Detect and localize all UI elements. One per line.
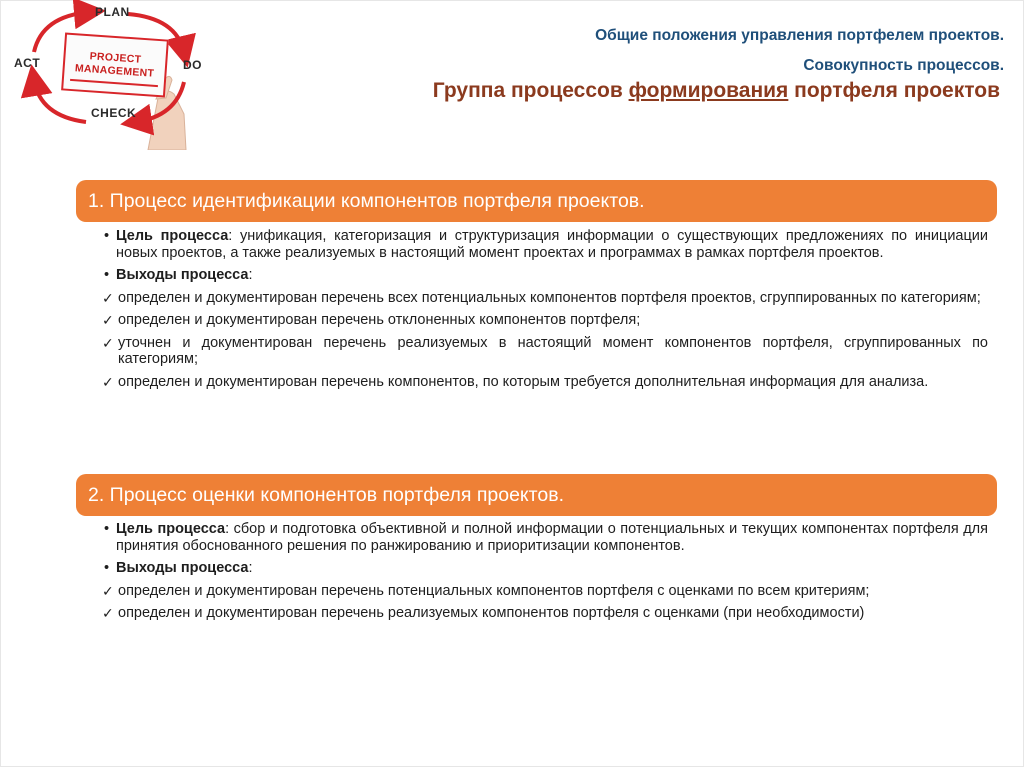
list-item — [104, 335, 988, 368]
slide-title-pre: Группа процессов — [432, 79, 629, 102]
checkmark-icon: ✓ — [102, 312, 114, 328]
list-item-text: определен и документирован перечень компонентов, по которым требуется дополнительная информация для анализа. — [118, 373, 929, 390]
logo-do-label: DO — [183, 58, 202, 72]
goal-text: : сбор и подготовка объективной и полной информации о потенциальных и текущих компонентах портфеля для принятия обоснованного решения по ранжированию и приоритизации компонентов. — [116, 521, 988, 554]
section-2-goal — [104, 521, 988, 554]
goal-label: Цель процесса — [116, 228, 229, 244]
list-item — [104, 605, 988, 622]
slide-title-post: портфеля проектов — [788, 79, 1000, 102]
list-item — [104, 583, 988, 600]
header-line-2: Совокупность процессов. — [803, 57, 1004, 74]
logo-card — [61, 32, 169, 97]
pdca-logo — [8, 0, 202, 150]
list-item-text: уточнен и документирован перечень реализуемых в настоящий момент компонентов портфеля, сгруппированных по категориям; — [118, 334, 988, 367]
bullet-icon: • — [104, 521, 110, 537]
list-item-text: определен и документирован перечень реализуемых компонентов портфеля с оценками (при необходимости) — [118, 605, 865, 621]
section-1-outputs — [104, 267, 988, 284]
slide-title — [433, 79, 1000, 103]
section-2-body — [104, 521, 988, 628]
list-item — [104, 290, 988, 307]
header-line-1: Общие положения управления портфелем проектов. — [595, 27, 1004, 44]
logo-act-label: ACT — [14, 56, 41, 70]
bullet-icon: • — [104, 228, 110, 244]
checkmark-icon: ✓ — [102, 289, 114, 306]
section-2-heading: 2. Процесс оценки компонентов портфеля проектов. — [76, 474, 997, 516]
list-item — [104, 312, 988, 329]
outputs-label: Выходы процесса — [116, 267, 249, 283]
logo-card-line1: PROJECT — [89, 50, 142, 66]
bullet-icon: • — [104, 267, 110, 283]
outputs-colon: : — [248, 267, 253, 283]
section-1-goal — [104, 228, 988, 261]
list-item — [104, 374, 988, 391]
checkmark-icon: ✓ — [102, 582, 114, 599]
bullet-icon: • — [104, 560, 110, 576]
outputs-label: Выходы процесса — [116, 560, 249, 576]
section-2-outputs — [104, 560, 988, 577]
list-item-text: определен и документирован перечень всех потенциальных компонентов портфеля проектов, сгруппированных по категориям; — [118, 289, 981, 306]
checkmark-icon: ✓ — [102, 373, 114, 390]
goal-text: : унификация, категоризация и структуризация информации о существующих предложениях по инициации новых проектов, а также реализуемых в настоящий момент проектах и программах в рамках портфеля проектов. — [116, 228, 988, 261]
outputs-colon: : — [248, 560, 253, 576]
slide-title-underlined: формирования — [628, 79, 789, 102]
logo-check-label: CHECK — [91, 106, 137, 120]
list-item-text: определен и документирован перечень отклоненных компонентов портфеля; — [118, 312, 641, 328]
list-item-text: определен и документирован перечень потенциальных компонентов портфеля с оценками по всем критериям; — [118, 582, 870, 599]
logo-plan-label: PLAN — [95, 5, 130, 19]
logo-card-line2: MANAGEMENT — [74, 62, 155, 80]
section-1-heading: 1. Процесс идентификации компонентов портфеля проектов. — [76, 180, 997, 222]
goal-label: Цель процесса — [116, 521, 226, 537]
section-1-body — [104, 228, 988, 396]
checkmark-icon: ✓ — [102, 334, 114, 351]
checkmark-icon: ✓ — [102, 605, 114, 621]
